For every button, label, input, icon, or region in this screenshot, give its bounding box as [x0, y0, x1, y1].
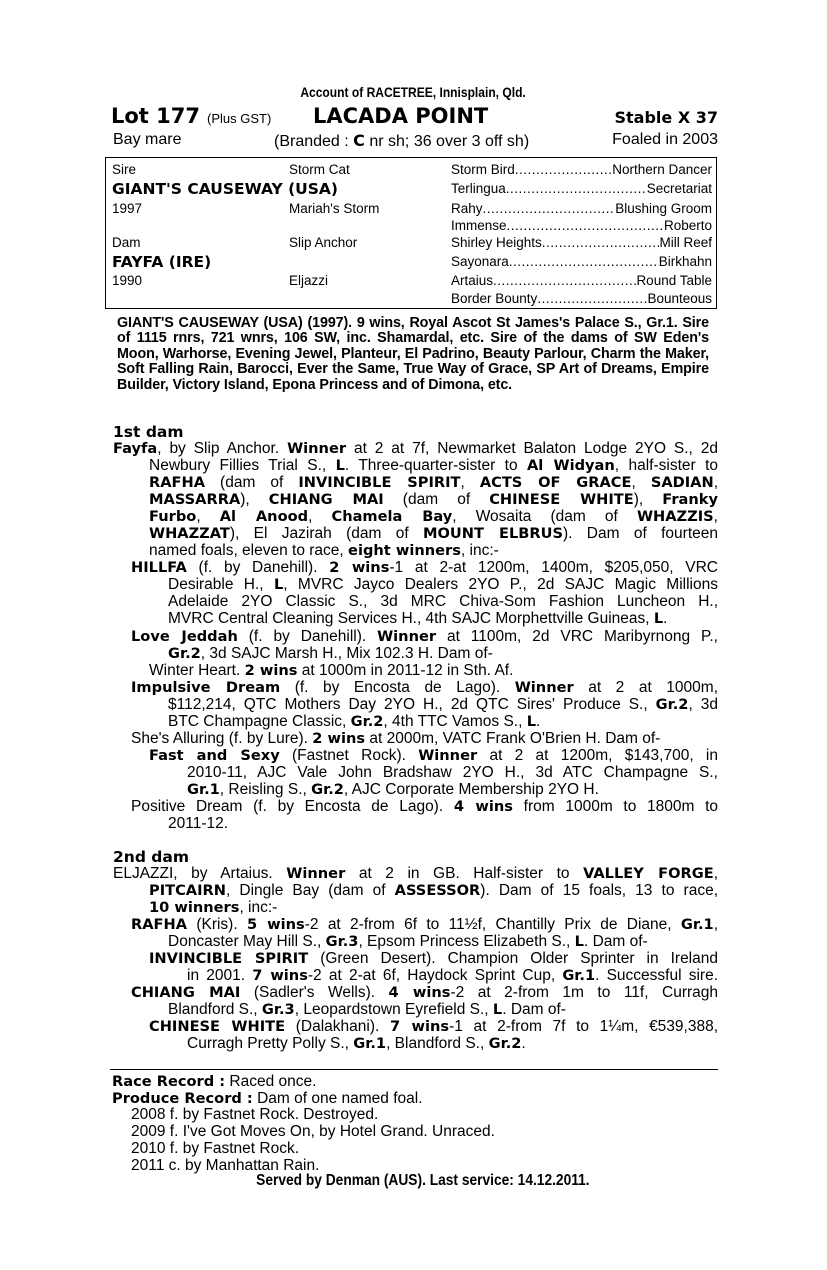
- second-dam-line: [149, 899, 718, 916]
- bold-text: Impulsive Dream: [131, 679, 281, 696]
- text: , MVRC Jayco Dealers 2YO P., 2d SAJC Magic Millions: [283, 576, 718, 593]
- bold-text: Gr.1: [187, 781, 220, 798]
- bold-text: Fayfa: [113, 440, 158, 457]
- produce-record-value: Dam of one named foal.: [252, 1090, 423, 1107]
- text: 2010-11, AJC Vale John Bradshaw 2YO H., 3d ATC Champagne S.,: [187, 764, 718, 781]
- sire-name: GIANT'S CAUSEWAY (USA): [112, 180, 339, 198]
- sire-year: 1997: [112, 201, 143, 216]
- bold-text: eight winners: [348, 542, 461, 559]
- text: ),: [240, 491, 269, 508]
- progeny-line: [168, 713, 718, 730]
- vendor-account-text: Account of RACETREE, Innisplain, Qld.: [300, 84, 527, 100]
- text: ,: [713, 916, 718, 933]
- served-by-text: Served by Denman (AUS). Last service: 14.12.2011.: [255, 1172, 590, 1189]
- bold-text: MASSARRA: [149, 491, 241, 508]
- produce-record-label: Produce Record :: [112, 1090, 253, 1107]
- bold-text: 2 wins: [244, 662, 298, 679]
- first-dam-line: [149, 508, 718, 525]
- colour-sex: Bay mare: [113, 131, 182, 148]
- text: ). Dam of fourteen: [563, 525, 718, 542]
- bold-text: Fast and Sexy: [149, 747, 280, 764]
- bold-text: Love Jeddah: [131, 628, 238, 645]
- bold-text: ACTS OF GRACE: [479, 474, 632, 491]
- text: ,: [196, 508, 220, 525]
- text: , 3d: [688, 696, 719, 713]
- grandparent-name: Border Bounty: [451, 291, 538, 306]
- progeny-line: [168, 610, 718, 627]
- vendor-account: [0, 84, 827, 100]
- sire-summary: GIANT'S CAUSEWAY (USA) (1997). 9 wins, Royal Ascot St James's Palace S., Gr.1. Sire of 1115 rnrs, 721 wnrs, 106 SW, inc. Shamardal, etc. Sire of the dams of SW Eden's Moon, Warhorse, Evening Jewel, Planteur, El Padrino, Beauty Parlour, Charm the Maker, Soft Falling Rain, Barocci, Ever the Same, True Way of Grace, SP Art of Dreams, Empire Builder, Victory Island, Epona Princess and of Dimona, etc.: [117, 315, 709, 393]
- brand-mark: C: [353, 131, 365, 150]
- bold-text: 4 wins: [453, 798, 513, 815]
- progeny-line: [149, 950, 718, 967]
- sire-label: Sire: [112, 162, 137, 177]
- grandparent-sire: Birkhahn: [658, 254, 712, 269]
- text: (Green Desert). Champion Older Sprinter in Ireland: [308, 950, 718, 967]
- bold-text: HILLFA: [131, 559, 187, 576]
- text: Winter Heart.: [149, 662, 245, 679]
- text: $112,214, QTC Mothers Day 2YO H., 2d QTC Sires' Produce S.,: [168, 696, 656, 713]
- text: . Dam of-: [502, 1001, 566, 1018]
- text: ,: [460, 474, 480, 491]
- stable-number: Stable X 37: [614, 108, 718, 127]
- bold-text: 7 wins: [252, 967, 308, 984]
- section-divider: [110, 1069, 718, 1070]
- grandparent-sire: Northern Dancer: [612, 162, 712, 177]
- bold-text: RAFHA: [149, 474, 206, 491]
- progeny-line: [168, 576, 718, 593]
- grandparent-row: [451, 254, 712, 269]
- bold-text: Chamela Bay: [331, 508, 453, 525]
- bold-text: SADIAN: [650, 474, 714, 491]
- text: (dam of: [205, 474, 299, 491]
- dam-sire: Slip Anchor: [289, 235, 358, 250]
- first-dam-line: [149, 474, 718, 491]
- bold-text: CHIANG MAI: [131, 984, 241, 1001]
- text: ,: [713, 508, 718, 525]
- produce-item: 2009 f. I've Got Moves On, by Hotel Grand. Unraced.: [131, 1123, 495, 1140]
- grandparent-sire: Round Table: [636, 273, 712, 288]
- text: Newbury Fillies Trial S.,: [149, 457, 336, 474]
- text: ,: [631, 474, 651, 491]
- bold-text: Gr.2: [168, 645, 201, 662]
- bold-text: INVINCIBLE SPIRIT: [298, 474, 461, 491]
- text: at 2 in GB. Half-sister to: [345, 865, 584, 882]
- bold-text: L: [653, 610, 664, 627]
- text: , by Slip Anchor.: [157, 440, 288, 457]
- text: in 2001.: [187, 967, 253, 984]
- text: (f. by Danehill).: [186, 559, 330, 576]
- text: , Dingle Bay (dam of: [225, 882, 395, 899]
- progeny-line: [187, 781, 718, 798]
- dot-leader: [542, 235, 660, 250]
- text: (dam of: [383, 491, 490, 508]
- dot-leader: [483, 201, 616, 216]
- grandparent-sire: Secretariat: [646, 181, 712, 196]
- text: (Dalakhani).: [285, 1018, 390, 1035]
- text: at 2 at 1200m, $143,700, in: [477, 747, 718, 764]
- text: , Wosaita (dam of: [452, 508, 637, 525]
- bold-text: L: [492, 1001, 503, 1018]
- text: ,: [308, 508, 332, 525]
- bold-text: Gr.1: [353, 1035, 387, 1052]
- progeny-line: [131, 984, 718, 1001]
- bold-text: ASSESSOR: [394, 882, 481, 899]
- bold-text: Winner: [286, 865, 346, 882]
- bold-text: L: [273, 576, 284, 593]
- bold-text: CHINESE WHITE: [489, 491, 634, 508]
- race-record-value: Raced once.: [225, 1073, 317, 1090]
- progeny-line: [168, 1001, 718, 1018]
- bold-text: Gr.2: [655, 696, 689, 713]
- dam-name: FAYFA (IRE): [112, 253, 212, 271]
- grandparent-sire: Blushing Groom: [615, 201, 712, 216]
- text: -2 at 2-at 6f, Haydock Sprint Cup,: [307, 967, 563, 984]
- brand-info: [274, 131, 529, 151]
- progeny-line: [131, 628, 718, 645]
- bold-text: 7 wins: [389, 1018, 450, 1035]
- text: . Three-quarter-sister to: [344, 457, 528, 474]
- pedigree-table: [105, 157, 717, 309]
- text: . Successful sire.: [595, 967, 718, 984]
- text: (Sadler's Wells).: [240, 984, 389, 1001]
- bold-text: Gr.2: [488, 1035, 522, 1052]
- dot-leader: [509, 254, 659, 269]
- second-dam-line: [149, 882, 718, 899]
- bold-text: Gr.1: [680, 916, 714, 933]
- grandparent-name: Shirley Heights: [451, 235, 542, 250]
- text: ), El Jazirah (dam of: [229, 525, 423, 542]
- text: , Reisling S.,: [219, 781, 312, 798]
- produce-item: 2011 c. by Manhattan Rain.: [131, 1157, 320, 1174]
- lot-gst-note: (Plus GST): [207, 111, 272, 126]
- first-dam-heading: 1st dam: [113, 423, 184, 441]
- text: , 4th TTC Vamos S.,: [383, 713, 527, 730]
- lot-header: [111, 104, 718, 130]
- bold-text: 2 wins: [312, 730, 366, 747]
- bold-text: Al Widyan: [527, 457, 615, 474]
- brand-prefix: (Branded :: [274, 133, 354, 150]
- text: Curragh Pretty Polly S.,: [187, 1035, 354, 1052]
- progeny-line: [187, 967, 718, 984]
- grandparent-row: [451, 201, 712, 216]
- dam-year: 1990: [112, 273, 143, 288]
- bold-text: Gr.3: [325, 933, 359, 950]
- text: Doncaster May Hill S.,: [168, 933, 326, 950]
- progeny-line: [131, 730, 718, 747]
- race-record: [112, 1073, 316, 1090]
- text: ELJAZZI, by Artaius.: [113, 865, 287, 882]
- grandparent-row: [451, 181, 712, 196]
- bold-text: Furbo: [149, 508, 197, 525]
- text: , inc:-: [239, 899, 278, 916]
- grandparent-row: [451, 218, 712, 233]
- first-dam-line: [113, 440, 718, 457]
- bold-text: 10 winners: [149, 899, 240, 916]
- text: at 2000m, VATC Frank O'Brien H. Dam of-: [365, 730, 661, 747]
- dam-dam: Eljazzi: [289, 273, 329, 288]
- progeny-line: [131, 798, 718, 815]
- bold-text: Winner: [514, 679, 574, 696]
- progeny-line: [168, 815, 718, 832]
- text: named foals, eleven to race,: [149, 542, 349, 559]
- text: , half-sister to: [614, 457, 718, 474]
- progeny-line: [131, 559, 718, 576]
- first-dam-line: [149, 491, 718, 508]
- horse-details: [111, 131, 718, 151]
- text: (Fastnet Rock).: [279, 747, 419, 764]
- race-record-label: Race Record :: [112, 1073, 226, 1090]
- bold-text: MOUNT ELBRUS: [422, 525, 564, 542]
- text: , 3d SAJC Marsh H., Mix 102.3 H. Dam of-: [200, 645, 493, 662]
- sire-dam: Mariah's Storm: [289, 201, 380, 216]
- produce-item: 2010 f. by Fastnet Rock.: [131, 1140, 300, 1157]
- progeny-line: [168, 933, 718, 950]
- bold-text: RAFHA: [131, 916, 188, 933]
- served-by: [0, 1172, 827, 1190]
- bold-text: Gr.3: [261, 1001, 295, 1018]
- bold-text: Al Anood: [219, 508, 309, 525]
- dam-label: Dam: [112, 235, 141, 250]
- bold-text: L: [574, 933, 584, 950]
- grandparent-name: Artaius: [451, 273, 494, 288]
- text: (Kris).: [187, 916, 247, 933]
- text: -1 at 2-at 1200m, 1400m, $205,050, VRC: [389, 559, 718, 576]
- bold-text: Franky: [662, 491, 718, 508]
- bold-text: 5 wins: [246, 916, 305, 933]
- progeny-line: [187, 1035, 718, 1052]
- grandparent-name: Terlingua: [451, 181, 506, 196]
- text: , Leopardstown Eyrefield S.,: [294, 1001, 493, 1018]
- bold-text: 2 wins: [329, 559, 390, 576]
- grandparent-row: [451, 273, 712, 288]
- second-dam-line: [113, 865, 718, 882]
- dot-leader: [507, 218, 664, 233]
- text: at 1100m, 2d VRC Maribyrnong P.,: [436, 628, 718, 645]
- text: , AJC Corporate Membership 2YO H.: [343, 781, 599, 798]
- bold-text: L: [335, 457, 345, 474]
- text: ),: [633, 491, 663, 508]
- progeny-line: [149, 662, 718, 679]
- text: BTC Champagne Classic,: [168, 713, 351, 730]
- horse-name: LACADA POINT: [313, 104, 489, 128]
- text: -2 at 2-from 1m to 11f, Curragh: [450, 984, 719, 1001]
- dot-leader: [506, 181, 647, 196]
- brand-suffix: nr sh; 36 over 3 off sh): [364, 133, 530, 150]
- grandparent-name: Sayonara: [451, 254, 509, 269]
- second-dam-heading: 2nd dam: [113, 848, 190, 866]
- lot-number: Lot 177: [111, 104, 200, 128]
- bold-text: WHAZZIS: [636, 508, 714, 525]
- bold-text: Winner: [418, 747, 478, 764]
- text: ,: [713, 865, 719, 882]
- grandparent-row: [451, 162, 712, 177]
- text: ,: [713, 474, 718, 491]
- first-dam-line: [149, 542, 718, 559]
- bold-text: INVINCIBLE SPIRIT: [149, 950, 309, 967]
- produce-item: 2008 f. by Fastnet Rock. Destroyed.: [131, 1106, 379, 1123]
- text: at 1000m in 2011-12 in Sth. Af.: [297, 662, 514, 679]
- grandparent-name: Storm Bird: [451, 162, 515, 177]
- grandparent-name: Rahy: [451, 201, 483, 216]
- progeny-line: [149, 1018, 718, 1035]
- text: . Dam of-: [583, 933, 648, 950]
- bold-text: VALLEY FORGE: [583, 865, 714, 882]
- text: .: [521, 1035, 526, 1052]
- bold-text: WHAZZAT: [149, 525, 230, 542]
- dot-leader: [515, 162, 612, 177]
- first-dam-line: [149, 525, 718, 542]
- text: -2 at 2-from 6f to 11½f, Chantilly Prix de Diane,: [304, 916, 681, 933]
- progeny-line: [131, 679, 718, 696]
- bold-text: CHIANG MAI: [268, 491, 384, 508]
- text: (f. by Encosta de Lago).: [280, 679, 515, 696]
- sire-sire: Storm Cat: [289, 162, 350, 177]
- grandparent-sire: Bounteous: [647, 291, 712, 306]
- text: MVRC Central Cleaning Services H., 4th SAJC Morphettville Guineas,: [168, 610, 654, 627]
- text: 2011-12.: [168, 815, 229, 832]
- text: Desirable H.,: [168, 576, 274, 593]
- text: from 1000m to 1800m to: [513, 798, 718, 815]
- progeny-line: [168, 645, 718, 662]
- bold-text: Gr.1: [562, 967, 596, 984]
- text: Positive Dream (f. by Encosta de Lago).: [131, 798, 454, 815]
- grandparent-row: [451, 291, 712, 306]
- bold-text: 4 wins: [388, 984, 451, 1001]
- text: -1 at 2-from 7f to 1¼m, €539,388,: [449, 1018, 719, 1035]
- grandparent-row: [451, 235, 712, 250]
- text: at 2 at 1000m,: [573, 679, 718, 696]
- progeny-line: [168, 696, 718, 713]
- bold-text: Winner: [377, 628, 437, 645]
- text: .: [536, 713, 541, 730]
- text: at 2 at 7f, Newmarket Balaton Lodge 2YO S., 2d: [346, 440, 718, 457]
- bold-text: Gr.2: [311, 781, 344, 798]
- grandparent-name: Immense: [451, 218, 507, 233]
- grandparent-sire: Mill Reef: [659, 235, 712, 250]
- text: She's Alluring (f. by Lure).: [131, 730, 313, 747]
- bold-text: CHINESE WHITE: [149, 1018, 286, 1035]
- produce-record: [112, 1090, 423, 1107]
- text: , Blandford S.,: [386, 1035, 489, 1052]
- text: , inc:-: [460, 542, 499, 559]
- progeny-line: [149, 747, 718, 764]
- bold-text: Gr.2: [350, 713, 384, 730]
- first-dam-line: [149, 457, 718, 474]
- text: Blandford S.,: [168, 1001, 262, 1018]
- text: .: [663, 610, 668, 627]
- text: ). Dam of 15 foals, 13 to race,: [480, 882, 718, 899]
- text: Adelaide 2YO Classic S., 3d MRC Chiva-Som Fashion Luncheon H.,: [168, 593, 718, 610]
- progeny-line: [168, 593, 718, 610]
- dot-leader: [537, 291, 647, 306]
- text: (f. by Danehill).: [237, 628, 378, 645]
- progeny-line: [187, 764, 718, 781]
- text: , Epsom Princess Elizabeth S.,: [358, 933, 575, 950]
- bold-text: Winner: [287, 440, 347, 457]
- foaled-year: Foaled in 2003: [612, 131, 718, 148]
- bold-text: PITCAIRN: [149, 882, 226, 899]
- dot-leader: [493, 273, 636, 288]
- bold-text: L: [526, 713, 537, 730]
- progeny-line: [131, 916, 718, 933]
- grandparent-sire: Roberto: [663, 218, 712, 233]
